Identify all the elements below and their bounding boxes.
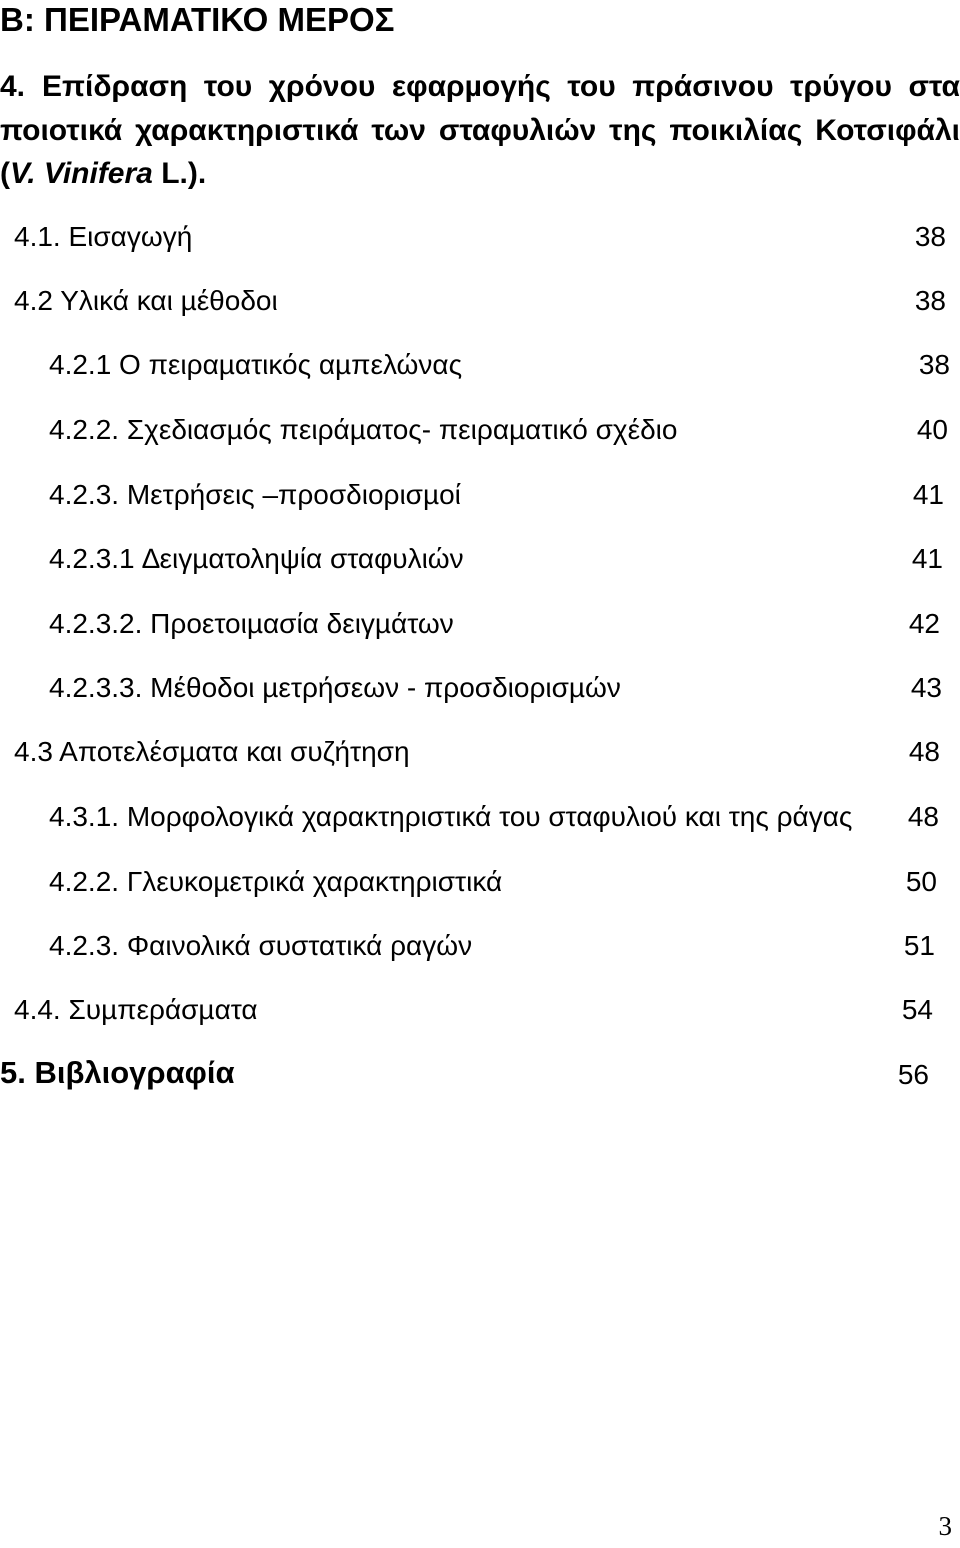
toc-entry-label: 4.4. Συµπεράσµατα: [14, 994, 258, 1025]
toc-entry-label: 4.3.1. Μορφολογικά χαρακτηριστικά του σταφυλιού και της ράγας: [49, 801, 853, 832]
toc-entry-4-2-3-2: [0, 606, 940, 646]
toc-entry-label: 4.2.3. Μετρήσεις –προσδιορισµοί: [49, 479, 461, 510]
toc-entry-4-2-3-b: [0, 928, 935, 968]
toc-entry-5: [0, 1053, 929, 1097]
toc-entry-page: 56: [897, 1059, 929, 1090]
chapter-title-suffix: L.).: [152, 157, 207, 190]
toc-entry-page: 38: [914, 221, 946, 252]
page-number: 3: [938, 1511, 952, 1541]
toc-entry-page: 51: [903, 930, 935, 961]
toc-entry-4-2-1: [0, 347, 950, 387]
toc-entry-4-3-1: [0, 799, 939, 839]
toc-entry-page: 48: [908, 736, 940, 767]
toc-entry-label: 4.2.1 Ο πειραµατικός αµπελώνας: [49, 349, 463, 380]
toc-entry-label: 4.2 Υλικά και µέθοδοι: [14, 285, 278, 316]
chapter-title-text: Επίδραση του χρόνου εφαρµογής του πράσινου τρύγου στα ποιοτικά χαρακτηριστικά των σταφυλιών της ποικιλίας Κοτσιφάλι (: [0, 70, 960, 190]
toc-entry-page: 43: [910, 672, 942, 703]
toc-entry-page: 38: [918, 349, 950, 380]
chapter-title: [0, 65, 960, 196]
toc-entry-4-2-2: [0, 412, 948, 452]
toc-entry-page: 48: [907, 801, 939, 832]
part-title: Β: ΠΕΙΡΑΜΑΤΙΚΟ ΜΕΡΟΣ: [0, 1, 395, 38]
chapter-number: 4.: [0, 70, 26, 103]
toc-entry-label: 4.2.2. Σχεδιασµός πειράµατος- πειραµατικό σχέδιο: [49, 414, 678, 445]
toc-entry-4-2-3-1: [0, 541, 943, 581]
toc-entry-page: 40: [916, 414, 948, 445]
toc-entry-4-4: [0, 992, 933, 1032]
toc-entry-page: 38: [914, 285, 946, 316]
toc-entry-4-2-3: [0, 477, 944, 517]
toc-entry-label: 4.2.3. Φαινολικά συστατικά ραγών: [49, 930, 473, 961]
toc-entry-page: 54: [901, 994, 933, 1025]
chapter-scientific-name: V. Vinifera: [10, 157, 153, 190]
toc-entry-label: 5. Βιβλιογραφία: [0, 1055, 235, 1090]
toc-entry-page: 41: [912, 479, 944, 510]
toc-entry-4-3: [0, 734, 940, 774]
toc-entry-label: 4.1. Εισαγωγή: [14, 221, 193, 252]
toc-entry-page: 42: [908, 608, 940, 639]
toc-entry-4-2-3-3: [0, 670, 942, 710]
toc-entry-label: 4.2.3.3. Μέθοδοι µετρήσεων - προσδιορισµών: [49, 672, 621, 703]
toc-entry-label: 4.2.3.1 ∆ειγµατοληψία σταφυλιών: [49, 543, 464, 574]
toc-entry-4-2: [0, 283, 946, 323]
toc-entry-label: 4.3 Αποτελέσµατα και συζήτηση: [14, 736, 410, 767]
toc-entry-4-1: [0, 219, 946, 259]
toc-entry-page: 50: [905, 866, 937, 897]
toc-entry-label: 4.2.3.2. Προετοιµασία δειγµάτων: [49, 608, 454, 639]
toc-entry-4-2-2-b: [0, 864, 937, 904]
toc-entry-page: 41: [911, 543, 943, 574]
toc-entry-label: 4.2.2. Γλευκοµετρικά χαρακτηριστικά: [49, 866, 503, 897]
